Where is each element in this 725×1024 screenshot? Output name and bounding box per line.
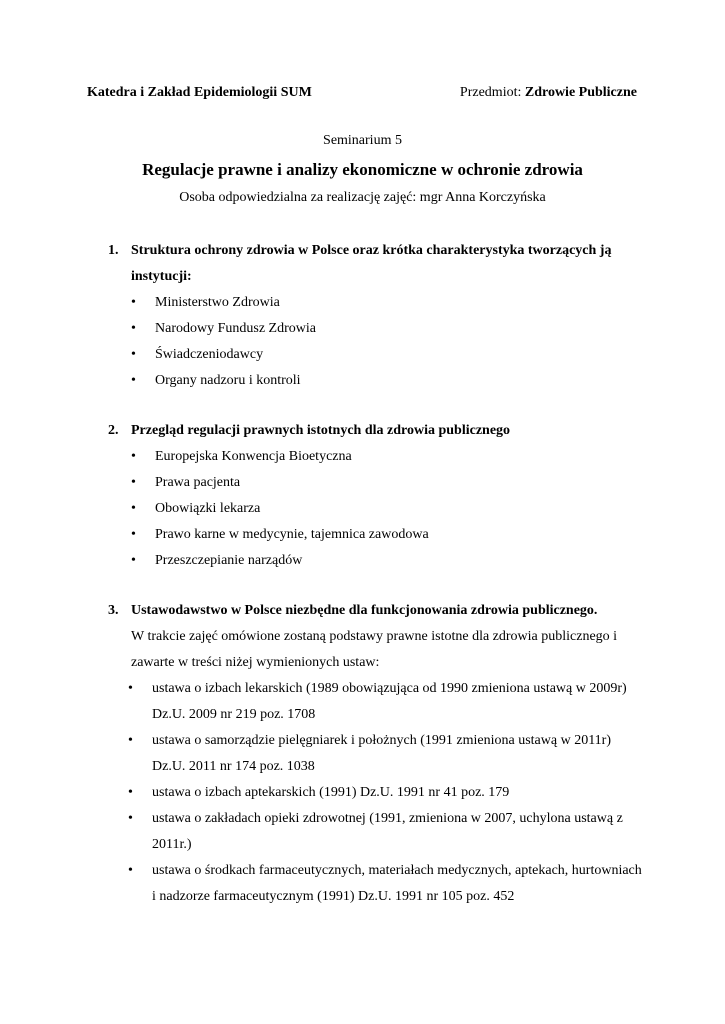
list-item [128, 806, 645, 858]
bullet-icon: • [131, 347, 136, 362]
list-item-text: ustawa o izbach aptekarskich (1991) Dz.U. 1991 nr 41 poz. 179 [152, 785, 510, 800]
section-title: Przegląd regulacji prawnych istotnych dla zdrowia publicznego [131, 423, 511, 438]
list-item-text: ustawa o izbach lekarskich (1989 obowiązująca od 1990 zmieniona ustawą w 2009r) Dz.U. 2009 nr 219 poz. 1708 [152, 681, 627, 722]
bullet-list [128, 676, 645, 910]
list-item [131, 368, 645, 394]
bullet-icon: • [128, 785, 133, 800]
bullet-icon: • [128, 681, 133, 696]
section-number: 3. [108, 603, 119, 618]
list-item [131, 548, 645, 574]
section-number: 1. [108, 243, 119, 258]
list-item-text: ustawa o środkach farmaceutycznych, materiałach medycznych, aptekach, hurtowniach i nadzorze farmaceutycznym (1991) Dz.U. 1991 nr 105 poz. 452 [152, 863, 642, 904]
bullet-icon: • [131, 553, 136, 568]
section-number: 2. [108, 423, 119, 438]
bullet-icon: • [131, 295, 136, 310]
list-item-text: Europejska Konwencja Bioetyczna [155, 449, 352, 464]
bullet-icon: • [131, 449, 136, 464]
list-item-text: Prawa pacjenta [155, 475, 241, 490]
section-title: Ustawodawstwo w Polsce niezbędne dla funkcjonowania zdrowia publicznego. [131, 603, 598, 618]
subject-label [460, 85, 637, 101]
bullet-icon: • [131, 501, 136, 516]
list-item [131, 444, 645, 470]
bullet-list [131, 444, 645, 574]
list-item [131, 522, 645, 548]
list-item [128, 858, 645, 910]
section-heading [108, 598, 645, 624]
list-item-text: Świadczeniodawcy [155, 347, 264, 362]
list-item-text: Organy nadzoru i kontroli [155, 373, 301, 388]
list-item [131, 470, 645, 496]
list-item-text: Ministerstwo Zdrowia [155, 295, 280, 310]
subject-prefix: Przedmiot: [459, 85, 525, 100]
bullet-icon: • [131, 321, 136, 336]
list-item-text: Przeszczepianie narządów [155, 553, 303, 568]
section-3 [108, 598, 645, 910]
list-item [131, 496, 645, 522]
list-item-text: Prawo karne w medycynie, tajemnica zawodowa [155, 527, 429, 542]
bullet-list [131, 290, 645, 394]
bullet-icon: • [131, 527, 136, 542]
section-2 [108, 418, 645, 574]
document-title: Regulacje prawne i analizy ekonomiczne w ochronie zdrowia [142, 160, 583, 179]
subject-name: Zdrowie Publiczne [524, 85, 637, 100]
section-intro-text: W trakcie zajęć omówione zostaną podstawy prawne istotne dla zdrowia publicznego i zawarte w treści niżej wymienionych ustaw: [131, 629, 618, 670]
list-item-text: ustawa o zakładach opieki zdrowotnej (1991, zmieniona w 2007, uchylona ustawą z 2011r.) [152, 811, 623, 852]
section-heading [108, 238, 645, 290]
bullet-icon: • [128, 863, 133, 878]
list-item [131, 316, 645, 342]
list-item [128, 676, 645, 728]
department-name: Katedra i Zakład Epidemiologii SUM [87, 85, 312, 100]
list-item [128, 728, 645, 780]
responsible-person: Osoba odpowiedzialna za realizację zajęć: mgr Anna Korczyńska [179, 190, 546, 205]
list-item-text: Obowiązki lekarza [155, 501, 261, 516]
bullet-icon: • [128, 811, 133, 826]
bullet-icon: • [131, 475, 136, 490]
list-item-text: Narodowy Fundusz Zdrowia [155, 321, 316, 336]
section-heading [108, 418, 645, 444]
section-1 [108, 238, 645, 394]
bullet-icon: • [131, 373, 136, 388]
list-item-text: ustawa o samorządzie pielęgniarek i położnych (1991 zmieniona ustawą w 2011r) Dz.U. 2011 nr 174 poz. 1038 [152, 733, 611, 774]
section-title: Struktura ochrony zdrowia w Polsce oraz krótka charakterystyka tworzących ją instytucji: [131, 243, 612, 284]
list-item [128, 780, 645, 806]
page-header [87, 85, 637, 107]
list-item [131, 342, 645, 368]
seminar-number: Seminarium 5 [323, 133, 402, 148]
list-item [131, 290, 645, 316]
bullet-icon: • [128, 733, 133, 748]
